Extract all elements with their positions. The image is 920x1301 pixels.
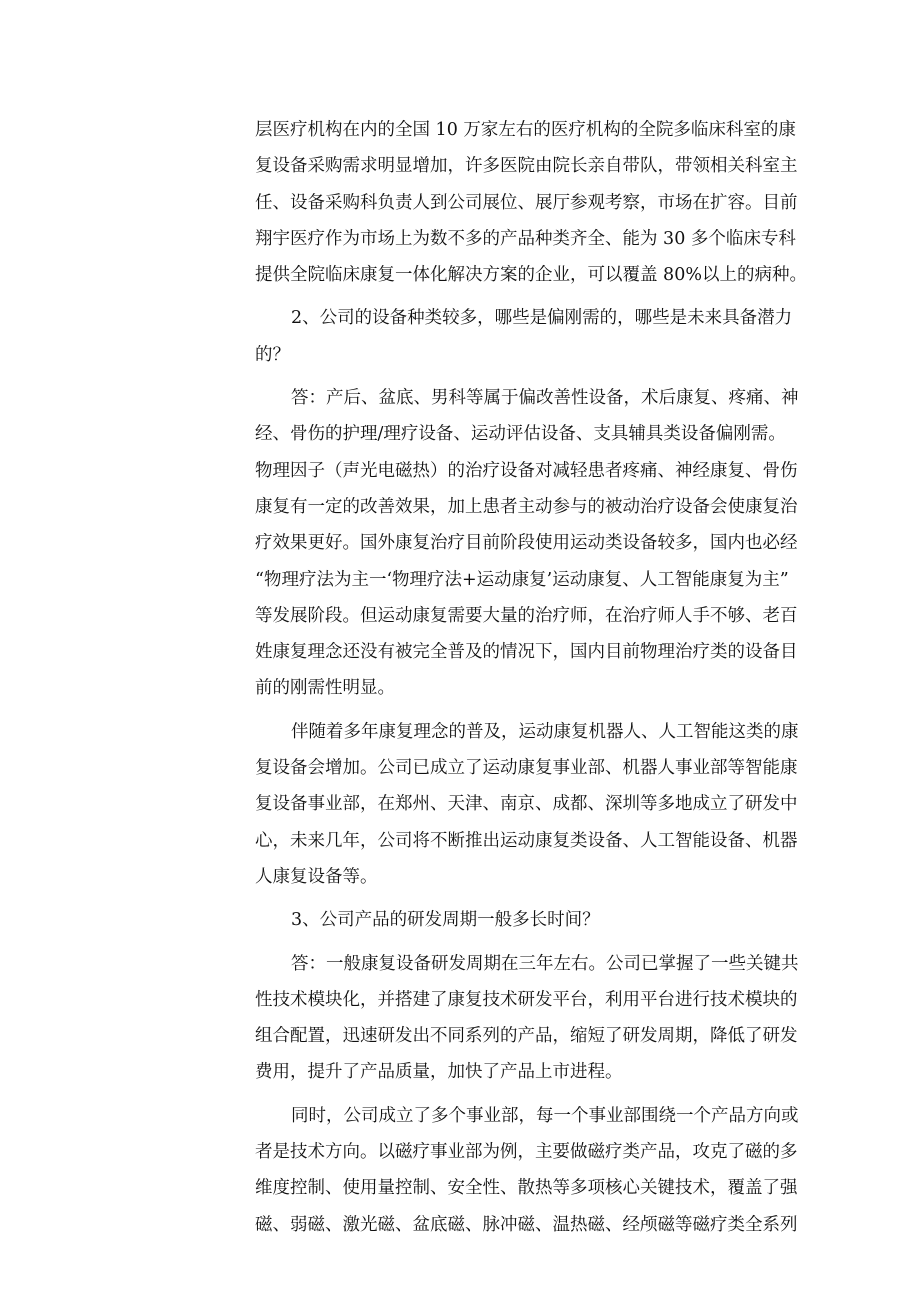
- text-line: 组合配置，迅速研发出不同系列的产品，缩短了研发周期，降低了研发: [255, 1026, 798, 1047]
- paragraph: [255, 300, 793, 373]
- paragraph: [255, 902, 785, 938]
- text-line: 康复有一定的改善效果，加上患者主动参与的被动治疗设备会使康复治: [255, 496, 798, 517]
- text-line: 答：产后、盆底、男科等属于偏改善性设备，术后康复、疼痛、神: [291, 388, 799, 409]
- text-line: 答：一般康复设备研发周期在三年左右。公司已掌握了一些关键共: [291, 953, 799, 974]
- document-body: [255, 112, 807, 1243]
- text-line: 疗效果更好。国外康复治疗目前阶段使用运动类设备较多，国内也必经: [255, 533, 798, 554]
- text-line: 前的刚需性明显。: [255, 678, 395, 699]
- text-line: 复设备采购需求明显增加，许多医院由院长亲自带队，带领相关科室主: [255, 156, 798, 177]
- text-line: 磁、弱磁、激光磁、盆底磁、脉冲磁、温热磁、经颅磁等磁疗类全系列: [255, 1214, 798, 1235]
- text-line: 2、公司的设备种类较多，哪些是偏刚需的，哪些是未来具备潜力: [291, 308, 793, 329]
- text-line: 经、骨伤的护理/理疗设备、运动评估设备、支具辅具类设备偏刚需。: [255, 424, 786, 445]
- text-line: 者是技术方向。以磁疗事业部为例，主要做磁疗类产品，攻克了磁的多: [255, 1142, 798, 1163]
- text-line: “物理疗法为主一‘物理疗法+运动康复’运动康复、人工智能康复为主”: [255, 569, 789, 590]
- text-line: 任、设备采购科负责人到公司展位、展厅参观考察，市场在扩容。目前: [255, 192, 798, 213]
- paragraph-gap: [255, 293, 785, 300]
- paragraph-gap: [255, 939, 785, 946]
- text-line: 等发展阶段。但运动康复需要大量的治疗师，在治疗师人手不够、老百: [255, 605, 798, 626]
- text-line: 维度控制、使用量控制、安全性、散热等多项核心关键技术，覆盖了强: [255, 1178, 798, 1199]
- text-line: 层医疗机构在内的全国 10 万家左右的医疗机构的全院多临床科室的康: [255, 120, 796, 140]
- text-line: 心，未来几年，公司将不断推出运动康复类设备、人工智能设备、机器: [255, 830, 798, 851]
- text-line: 性技术模块化，并搭建了康复技术研发平台，利用平台进行技术模块的: [255, 989, 798, 1010]
- text-line: 的？: [255, 344, 290, 365]
- text-line: 3、公司产品的研发周期一般多长时间？: [291, 910, 600, 931]
- paragraph: [255, 1098, 799, 1243]
- paragraph: [255, 380, 799, 707]
- paragraph-gap: [255, 373, 785, 380]
- text-line: 物理因子（声光电磁热）的治疗设备对减轻患者疼痛、神经康复、骨伤: [255, 460, 798, 481]
- paragraph: [255, 714, 799, 895]
- text-line: 提供全院临床康复一体化解决方案的企业，可以覆盖 80%以上的病种。: [255, 265, 807, 286]
- text-line: 复设备事业部，在郑州、天津、南京、成都、深圳等多地成立了研发中: [255, 794, 798, 815]
- text-line: 姓康复理念还没有被完全普及的情况下，国内目前物理治疗类的设备目: [255, 642, 798, 663]
- text-line: 复设备会增加。公司已成立了运动康复事业部、机器人事业部等智能康: [255, 758, 798, 779]
- paragraph: [255, 112, 807, 293]
- text-line: 费用，提升了产品质量，加快了产品上市进程。: [255, 1062, 623, 1083]
- text-line: 伴随着多年康复理念的普及，运动康复机器人、人工智能这类的康: [291, 721, 799, 742]
- text-line: 翔宇医疗作为市场上为数不多的产品种类齐全、能为 30 多个临床专科: [255, 228, 796, 249]
- text-line: 人康复设备等。: [255, 866, 378, 887]
- paragraph-gap: [255, 707, 785, 714]
- text-line: 同时，公司成立了多个事业部，每一个事业部围绕一个产品方向或: [291, 1105, 799, 1126]
- paragraph-gap: [255, 1091, 785, 1098]
- paragraph-gap: [255, 895, 785, 902]
- paragraph: [255, 946, 799, 1091]
